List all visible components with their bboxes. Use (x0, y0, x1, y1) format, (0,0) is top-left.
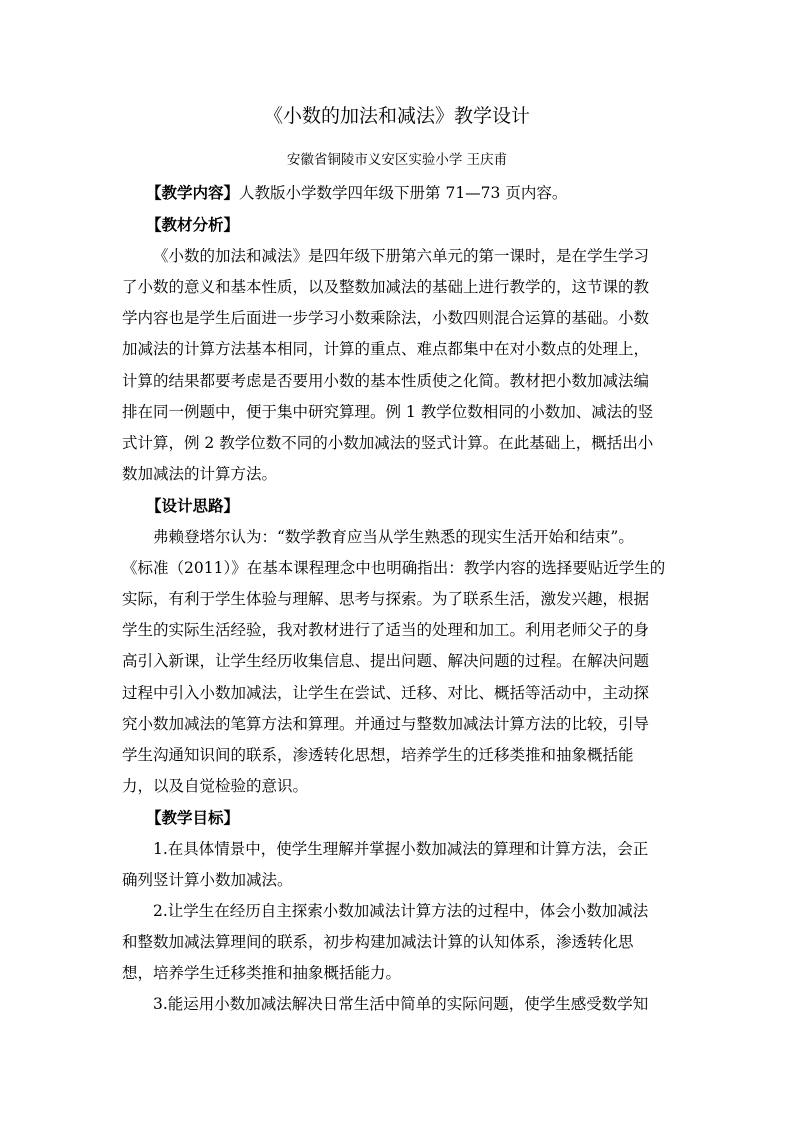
teaching-content-heading: 【教学内容】 (146, 183, 240, 202)
author-line: 安徽省铜陵市义安区实验小学 王庆甫 (286, 152, 508, 168)
design-idea-heading: 【设计思路】 (146, 495, 240, 515)
text-line: 排在同一例题中，便于集中研究算理。例 1 教学位数相同的小数加、减法的竖 (122, 402, 654, 421)
text-line: 高引入新课，让学生经历收集信息、提出问题、解决问题的过程。在解决问题 (122, 652, 650, 671)
text-line: 确列竖计算小数加减法。 (122, 871, 293, 890)
text-line: 了小数的意义和基本性质，以及整数加减法的基础上进行教学的，这节课的教 (122, 278, 650, 297)
teaching-content-text: 人教版小学数学四年级下册第 71—73 页内容。 (239, 184, 568, 202)
text-line: 加减法的计算方法基本相同，计算的重点、难点都集中在对小数点的处理上， (122, 340, 650, 359)
textbook-analysis-paragraph (122, 241, 674, 490)
text-line: 和整数加减法算理间的联系，初步构建加减法计算的认知体系，渗透转化思 (122, 933, 634, 952)
text-line: 究小数加减法的笔算方法和算理。并通过与整数加减法计算方法的比较，引导 (122, 714, 650, 733)
text-line: 学生沟通知识间的联系，渗透转化思想，培养学生的迁移类推和抽象概括能 (122, 745, 634, 764)
text-line: 计算的结果都要考虑是否要用小数的基本性质使之化简。教材把小数加减法编 (122, 371, 650, 390)
text-line: 实际，有利于学生体验与理解、思考与探索。为了联系生活，激发兴趣，根据 (122, 590, 650, 609)
text-line: 式计算，例 2 教学位数不同的小数加减法的竖式计算。在此基础上，概括出小 (122, 433, 654, 452)
text-line: 1.在具体情景中，使学生理解并掌握小数加减法的算理和计算方法，会正 (153, 839, 649, 858)
goal-1-paragraph (122, 834, 674, 896)
text-line: 《标准（2011）》在基本课程理念中也明确指出：教学内容的选择要贴近学生的 (122, 559, 666, 578)
document-title: 《小数的加法和减法》教学设计 (263, 105, 530, 127)
text-line: 学内容也是学生后面进一步学习小数乘除法，小数四则混合运算的基础。小数 (122, 309, 650, 328)
text-line: 过程中引入小数加减法，让学生在尝试、迁移、对比、概括等活动中，主动探 (122, 683, 650, 702)
teaching-goals-heading: 【教学目标】 (146, 807, 240, 827)
text-line: 2.让学生在经历自主探索小数加减法计算方法的过程中，体会小数加减法 (153, 902, 649, 921)
text-line: 弗赖登塔尔认为：“数学教育应当从学生熟悉的现实生活开始和结束”。 (153, 528, 634, 547)
document-body (122, 177, 674, 1021)
textbook-analysis-heading: 【教材分析】 (146, 215, 240, 235)
goal-3-paragraph (122, 989, 674, 1020)
text-line: 数加减法的计算方法。 (122, 464, 278, 483)
text-line: 学生的实际生活经验，我对教材进行了适当的处理和加工。利用老师父子的身 (122, 621, 650, 640)
text-line: 想，培养学生迁移类推和抽象概括能力。 (122, 964, 402, 983)
text-line: 3.能运用小数加减法解决日常生活中简单的实际问题，使学生感受数学知 (153, 995, 649, 1014)
teaching-content-paragraph (122, 177, 674, 209)
text-line: 《小数的加法和减法》是四年级下册第六单元的第一课时，是在学生学习 (153, 247, 650, 266)
text-line: 力，以及自觉检验的意识。 (122, 776, 309, 795)
design-idea-paragraph (122, 522, 674, 802)
goal-2-paragraph (122, 896, 674, 989)
